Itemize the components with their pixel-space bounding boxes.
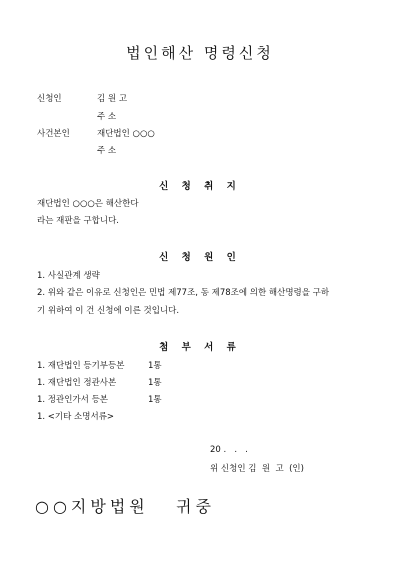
attachment-item-count: 1통: [148, 361, 162, 371]
reason-item-1: 1. 사실관계 생략: [37, 271, 100, 281]
reason-item-2-line-2: 기 위하여 이 건 신청에 이른 것입니다.: [37, 306, 180, 316]
purpose-heading: 신 청 취 지: [159, 181, 241, 192]
applicant-name: 김 원 고: [97, 94, 128, 104]
attachment-item-name: 1. 정관인가서 등본: [37, 395, 108, 405]
attachment-item-name: 1. 재단법인 정관사본: [37, 378, 117, 388]
attachment-item-count: 1통: [148, 395, 162, 405]
subject-label: 사건본인: [37, 129, 70, 139]
applicant-label: 신청인: [37, 94, 62, 104]
purpose-line-1: 재단법인 ○○○은 해산한다: [37, 199, 139, 209]
applicant-address-label: 주 소: [97, 112, 117, 122]
attachments-heading: 첨 부 서 류: [159, 342, 241, 353]
court-addressee: ○○지방법원 귀중: [35, 497, 215, 516]
attachment-item-name: 1. <기타 소명서류>: [37, 412, 115, 422]
document-title: 법인해산 명령신청: [126, 44, 274, 62]
attachment-item-name: 1. 재단법인 등기부등본: [37, 361, 125, 371]
reason-heading: 신 청 원 인: [159, 252, 241, 263]
subject-address-label: 주 소: [97, 146, 117, 156]
attachment-item-count: 1통: [148, 378, 162, 388]
signature-line: 위 신청인 김 원 고 (인): [210, 464, 304, 474]
reason-item-2-line-1: 2. 위와 같은 이유로 신청인은 민법 제77조, 동 제78조에 의한 해산명령을 구하: [37, 288, 330, 298]
purpose-line-2: 라는 재판을 구합니다.: [37, 216, 120, 226]
subject-name: 재단법인 ○○○: [97, 129, 155, 139]
date-line: 20 . . .: [210, 445, 248, 455]
